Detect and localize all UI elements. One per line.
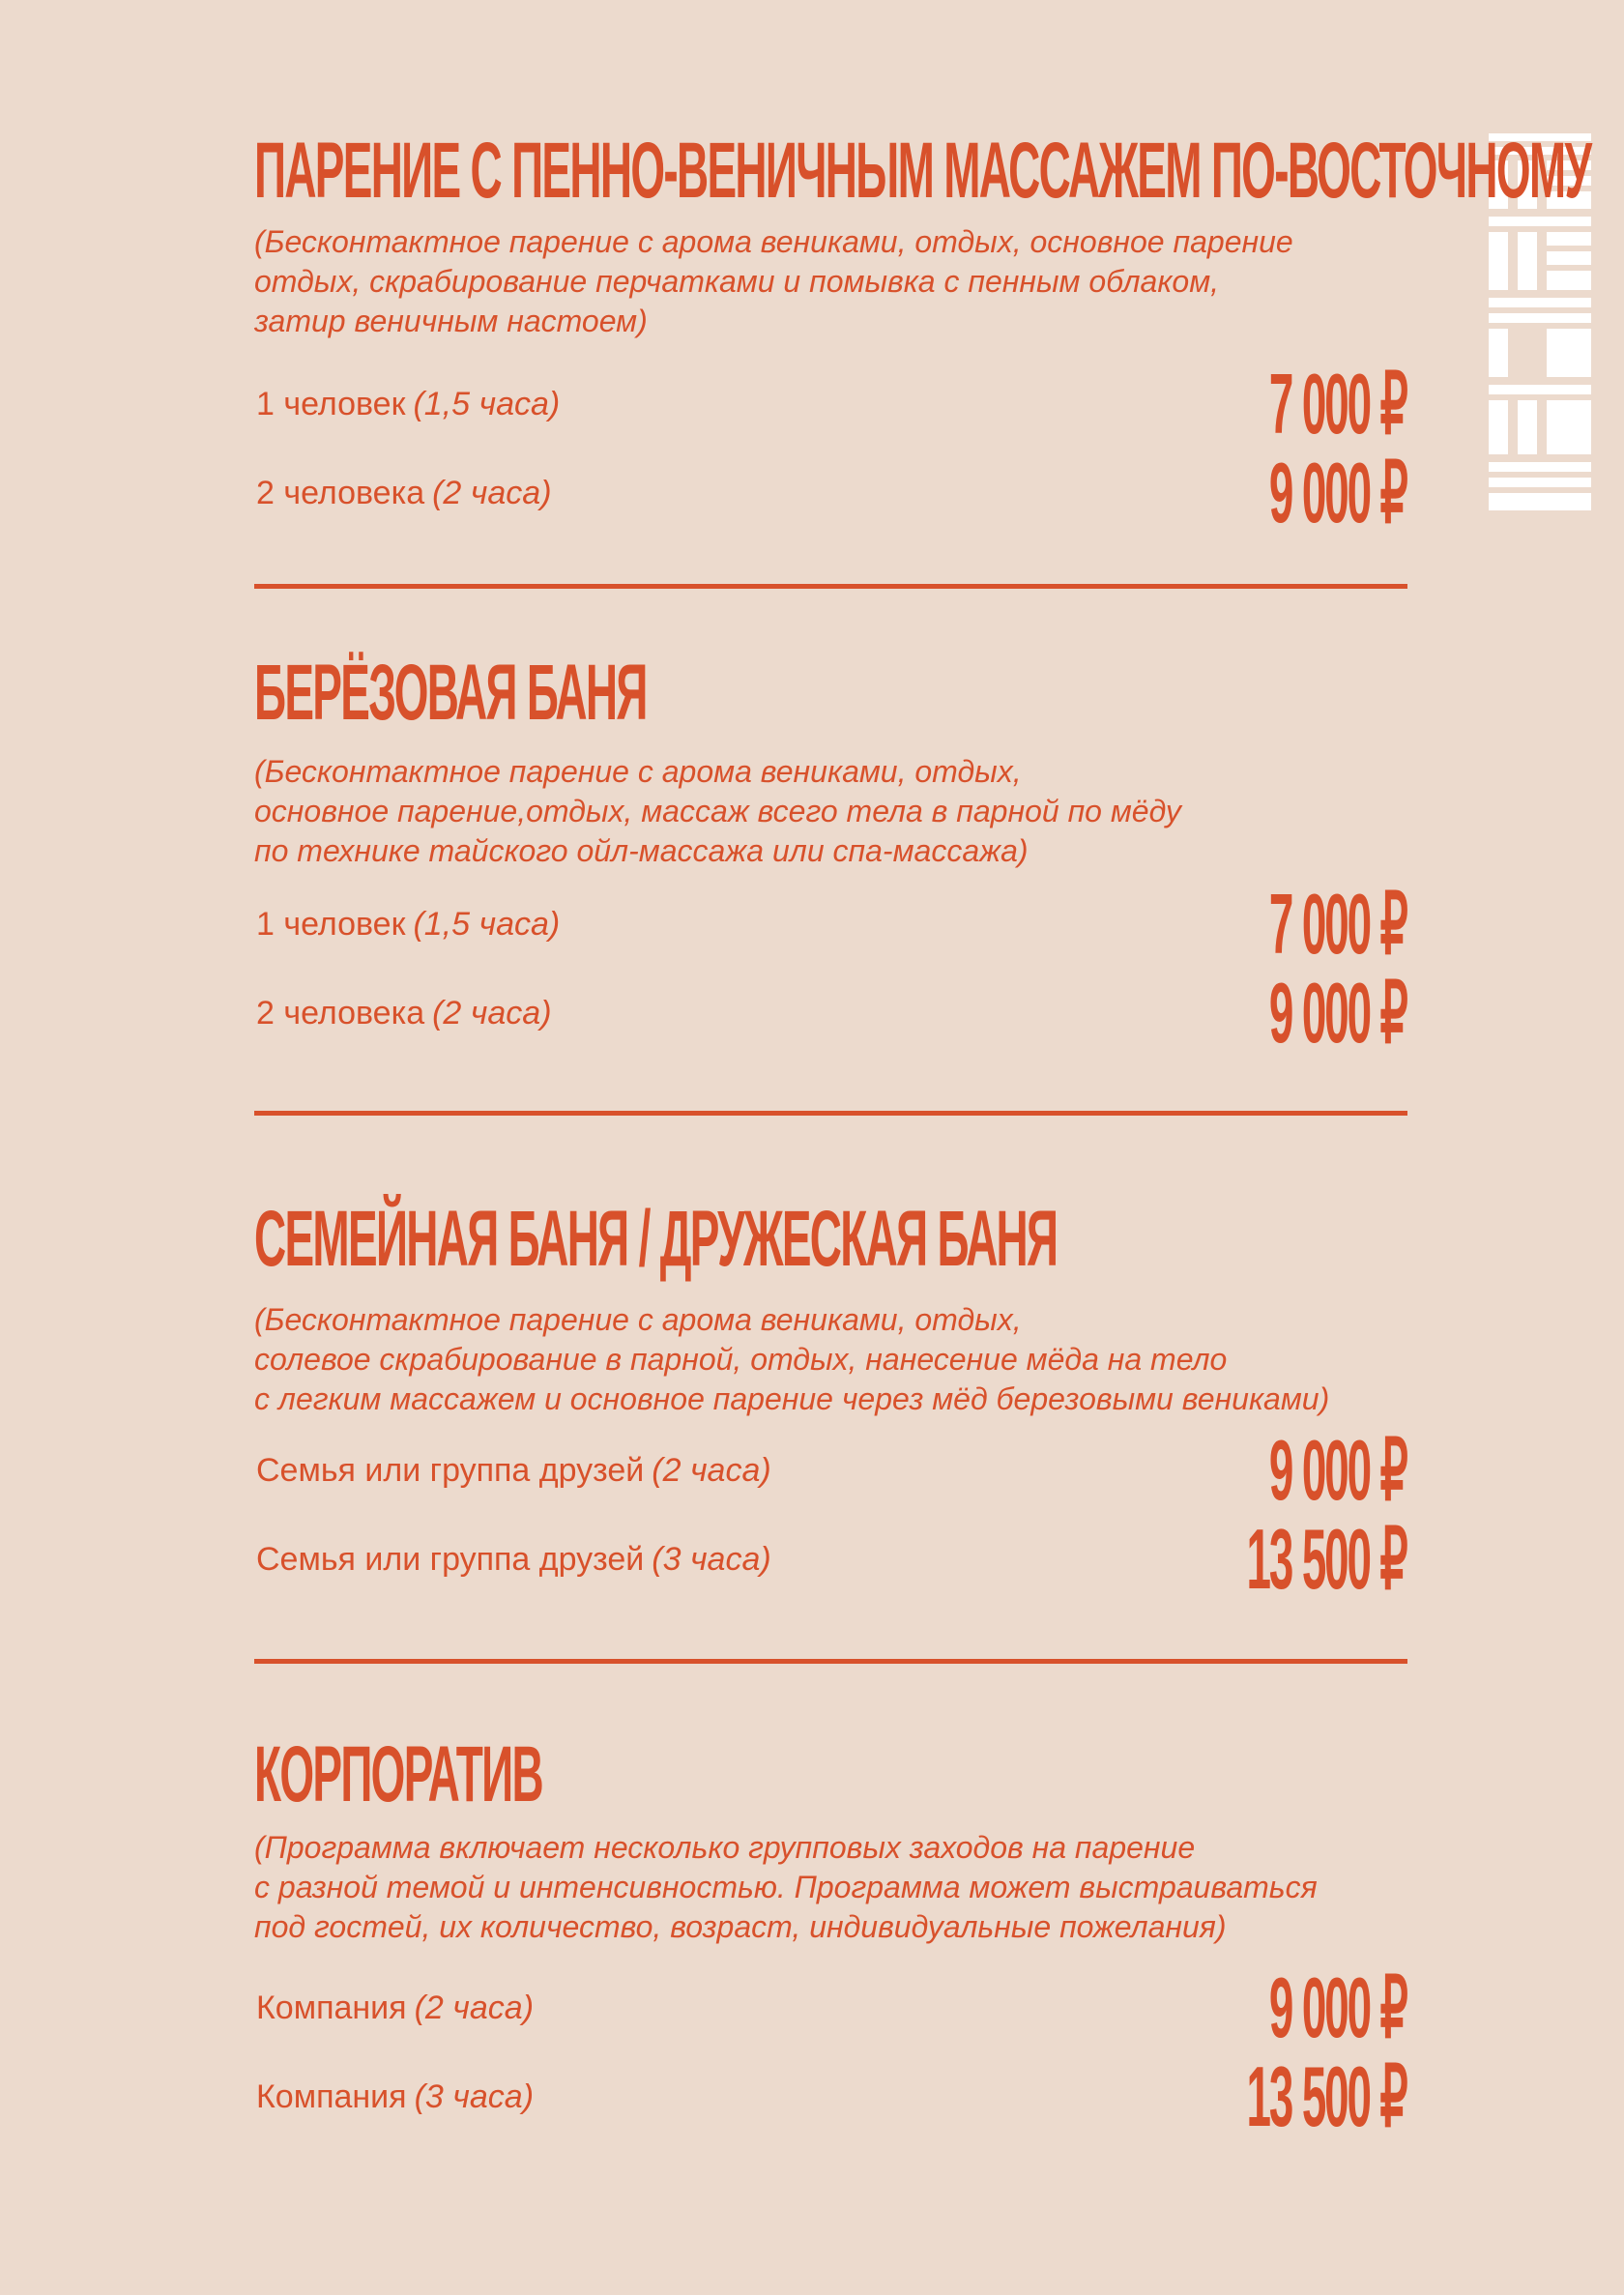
- price-row: [256, 1422, 1406, 1518]
- option-price: 7 000 ₽: [1269, 356, 1406, 451]
- option-label: 1 человек: [256, 906, 406, 943]
- option-price: 7 000 ₽: [1269, 876, 1406, 972]
- option-label: 1 человек: [256, 386, 406, 422]
- price-row: [256, 2048, 1406, 2144]
- section-description: (Бесконтактное парение с арома вениками, отдых, солевое скрабирование в парной, отдых, нанесение мёда на тело с легким массажем и основное парение через мёд березовыми вениками): [254, 1302, 1330, 1416]
- option-label: Компания: [256, 1990, 407, 2026]
- section-description: (Бесконтактное парение с арома вениками, отдых, основное парение,отдых, массаж всего тела в парной по мёду по технике тайского ойл-массажа или спа-массажа): [254, 754, 1181, 868]
- option-label: Семья или группа друзей: [256, 1452, 645, 1489]
- option-price: 9 000 ₽: [1269, 445, 1406, 540]
- price-row: [256, 1960, 1406, 2055]
- option-duration: (2 часа): [432, 475, 552, 511]
- price-row: [256, 1511, 1406, 1607]
- option-duration: (3 часа): [652, 1541, 771, 1578]
- option-price: 9 000 ₽: [1269, 965, 1406, 1060]
- section-title: ПАРЕНИЕ С ПЕННО-ВЕНИЧНЫМ МАССАЖЕМ ПО-ВОСТОЧНОМУ: [254, 127, 1591, 215]
- section-title: КОРПОРАТИВ: [254, 1730, 542, 1818]
- option-duration: (2 часа): [414, 1990, 535, 2026]
- option-label: 2 человека: [256, 475, 425, 511]
- section-divider: [254, 1659, 1407, 1664]
- option-label: Семья или группа друзей: [256, 1541, 645, 1578]
- section-description: (Бесконтактное парение с арома вениками, отдых, основное парение отдых, скрабирование перчатками и помывка с пенным облаком, затир веничным настоем): [254, 224, 1293, 338]
- option-label: Компания: [256, 2078, 407, 2115]
- option-duration: (2 часа): [652, 1452, 771, 1489]
- option-duration: (3 часа): [414, 2078, 535, 2115]
- option-duration: (1,5 часа): [413, 386, 561, 422]
- price-row: [256, 445, 1406, 540]
- option-price: 13 500 ₽: [1246, 2048, 1406, 2144]
- option-price: 9 000 ₽: [1269, 1422, 1406, 1518]
- section-title: СЕМЕЙНАЯ БАНЯ / ДРУЖЕСКАЯ БАНЯ: [254, 1195, 1058, 1283]
- option-label: 2 человека: [256, 995, 425, 1031]
- option-duration: (2 часа): [432, 995, 552, 1031]
- option-duration: (1,5 часа): [413, 906, 561, 943]
- option-price: 9 000 ₽: [1269, 1960, 1406, 2055]
- price-row: [256, 876, 1406, 972]
- section-divider: [254, 1111, 1407, 1116]
- price-row: [256, 356, 1406, 451]
- section-description: (Программа включает несколько групповых заходов на парение с разной темой и интенсивностью. Программа может выстраиваться под гостей, их количество, возраст, индивидуальные пожелания): [254, 1830, 1318, 1944]
- section-divider: [254, 584, 1407, 589]
- option-price: 13 500 ₽: [1246, 1511, 1406, 1607]
- section-title: БЕРЁЗОВАЯ БАНЯ: [254, 649, 647, 737]
- price-row: [256, 965, 1406, 1060]
